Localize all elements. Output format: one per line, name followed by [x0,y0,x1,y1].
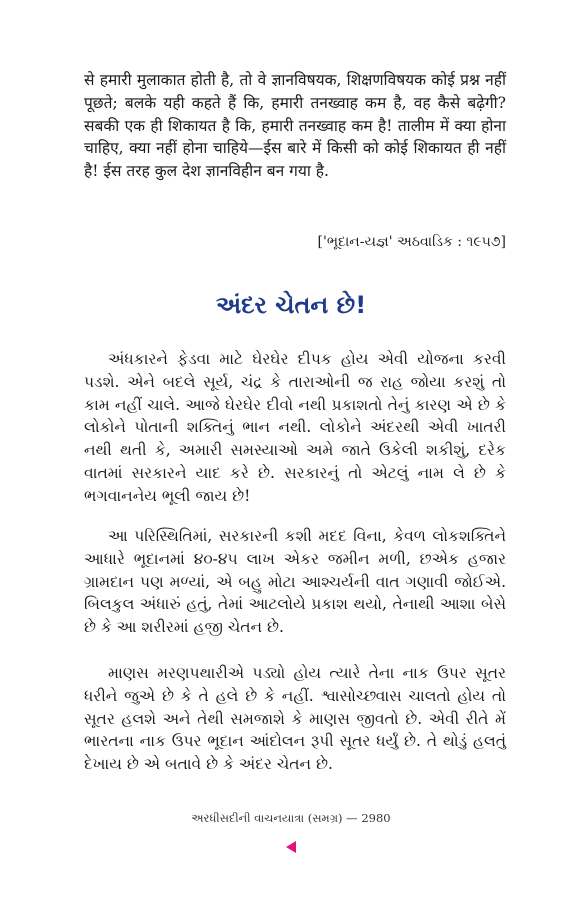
section-heading: અંદર ચેતન છે! [215,291,367,319]
body-paragraph-2: આ પરિસ્થિતિમાં, સરકારની કશી મદદ વિના, કેવળ લોકશક્તિને આધારે ભૂદાનમાં ૪૦-૪૫ લાખ એકર જમીન મળી, છએક હજાર ગ્રામદાન પણ મળ્યાં, એ બહુ મોટા આશ્ચર્યની વાત ગણાવી જોઈએ. બિલકુલ અંધારું હતું, તેમાં આટલોયે પ્રકાશ થયો, તેનાથી આશા બેસે છે કે આ શરીરમાં હજી ચેતન છે. [84,527,506,637]
page-footer: અરધીસદીની વાચનયાત્રા (સમગ્ર) — 2980 [191,811,391,825]
left-triangle-icon[interactable] [284,840,298,854]
intro-paragraph: से हमारी मुलाकात होती है, तो वे ज्ञानविषयक, शिक्षणविषयक कोई प्रश्न नहीं पूछते; बलके यही कहते हैं कि, हमारी तनख्वाह कम है, वह कैसे बढ़ेगी? सबकी एक ही शिकायत है कि, हमारी तनख्वाह कम है! तालीम में क्या होना चाहिए, क्या नहीं होना चाहिये—ईस बारे में किसी को कोई शिकायत ही नहीं है! ईस तरह कुल देश ज्ञानविहीन बन गया है. [84,71,506,181]
body-paragraph-3: માણસ મરણપથારીએ પડ્યો હોય ત્યારે તેના નાક ઉપર સૂતર ધરીને જુએ છે કે તે હલે છે કે નહીં. શ્વાસોચ્છ્વાસ ચાલતો હોય તો સૂતર હલશે અને તેથી સમજાશે કે માણસ જીવતો છે. એવી રીતે મેં ભારતના નાક ઉપર ભૂદાન આંદોલન રૂપી સૂતર ધર્યું છે. તે થોડું હલતું દેખાય છે એ બતાવે છે કે અંદર ચેતન છે. [84,664,506,774]
citation: ['ભૂદાન-યજ્ઞ' અઠવાડિક : ૧૯૫૭] [317,234,506,250]
body-paragraph-1: અંધકારને ફેડવા માટે ઘેરઘેર દીપક હોય એવી યોજના કરવી પડશે. એને બદલે સૂર્ય, ચંદ્ર કે તારાઓની જ રાહ જોયા કરશું તો કામ નહીં ચાલે. આજે ઘેરઘેર દીવો નથી પ્રકાશતો તેનું કારણ એ છે કે લોકોને પોતાની શક્તિનું ભાન નથી. લોકોને અંદરથી એવી ખાતરી નથી થતી કે, અમારી સમસ્યાઓ અમે જાતે ઉકેલી શકીશું, દરેક વાતમાં સરકારને યાદ કરે છે. સરકારનું તો એટલું નામ લે છે કે ભગવાનનેય ભૂલી જાય છે! [84,350,506,505]
